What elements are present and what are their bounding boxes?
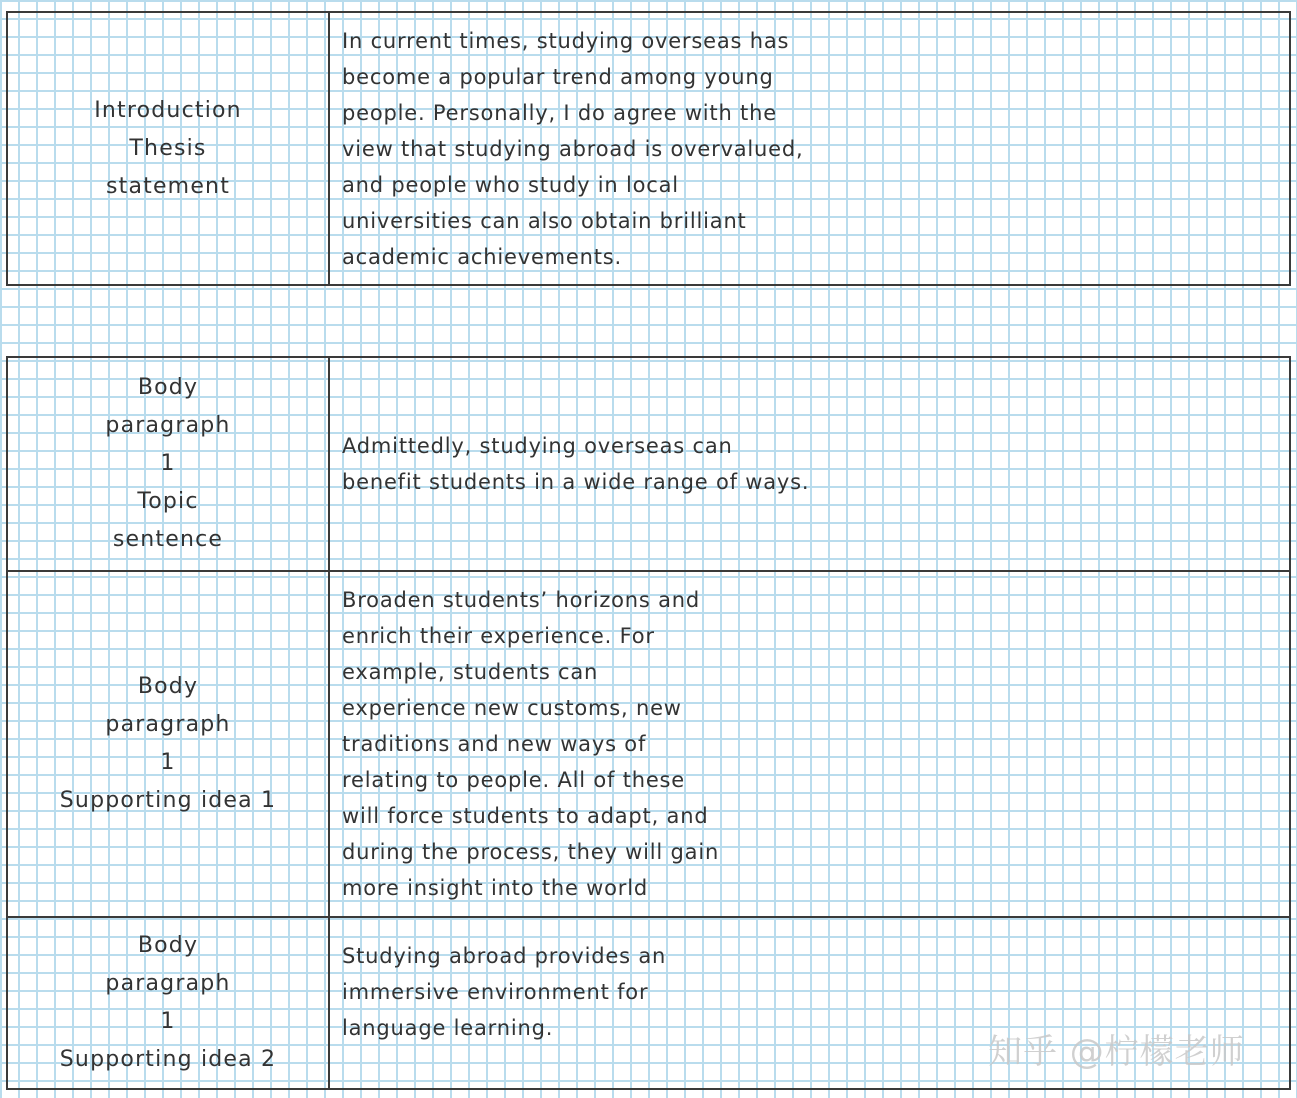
row-label-line: paragraph [105,413,231,438]
row-label-line: Supporting idea 1 [59,788,277,813]
watermark: 知乎 @柠檬老师 [988,1032,1245,1072]
row-label-line: Supporting idea 2 [59,1047,277,1072]
row-label [8,358,330,570]
row-label-line: Body [137,674,199,699]
body-paragraph-table [6,356,1291,1090]
row-label-line: Body [137,375,199,400]
row-label-line: paragraph [105,712,231,737]
row-label [8,572,330,916]
row-label [8,13,330,284]
row-label-line: 1 [160,750,176,775]
row-label-line: paragraph [105,971,231,996]
row-label-line: Thesis [129,135,207,161]
thesis-statement-text: In current times, studying overseas has become a popular trend among young people. Personally, I do agree with the view that studying abroad is overvalued, and people who study in local universities can also obtain brilliant academic achievements. [342,28,804,269]
table-row [8,358,1289,570]
row-label-line: Topic [137,489,199,514]
row-label-line: Introduction [94,97,242,123]
row-label-line: statement [105,173,231,199]
row-content [330,358,1289,570]
supporting-idea-2-text: Studying abroad provides an immersive environment for language learning. [342,944,667,1040]
row-label-line: 1 [160,451,176,476]
table-row [8,570,1289,916]
row-label [8,918,330,1088]
introduction-table [6,11,1291,286]
topic-sentence-text: Admittedly, studying overseas can benefit students in a wide range of ways. [342,434,810,494]
supporting-idea-1-text: Broaden students’ horizons and enrich their experience. For example, students can experience new customs, new traditions and new ways of relating to people. All of these will force students to adapt, and during the process, they will gain more insight into the world [342,588,720,900]
table-row [8,13,1289,284]
row-content [330,572,1289,916]
row-content [330,13,1289,284]
row-label-line: Body [137,933,199,958]
row-label-line: 1 [160,1009,176,1034]
row-label-line: sentence [112,527,224,552]
